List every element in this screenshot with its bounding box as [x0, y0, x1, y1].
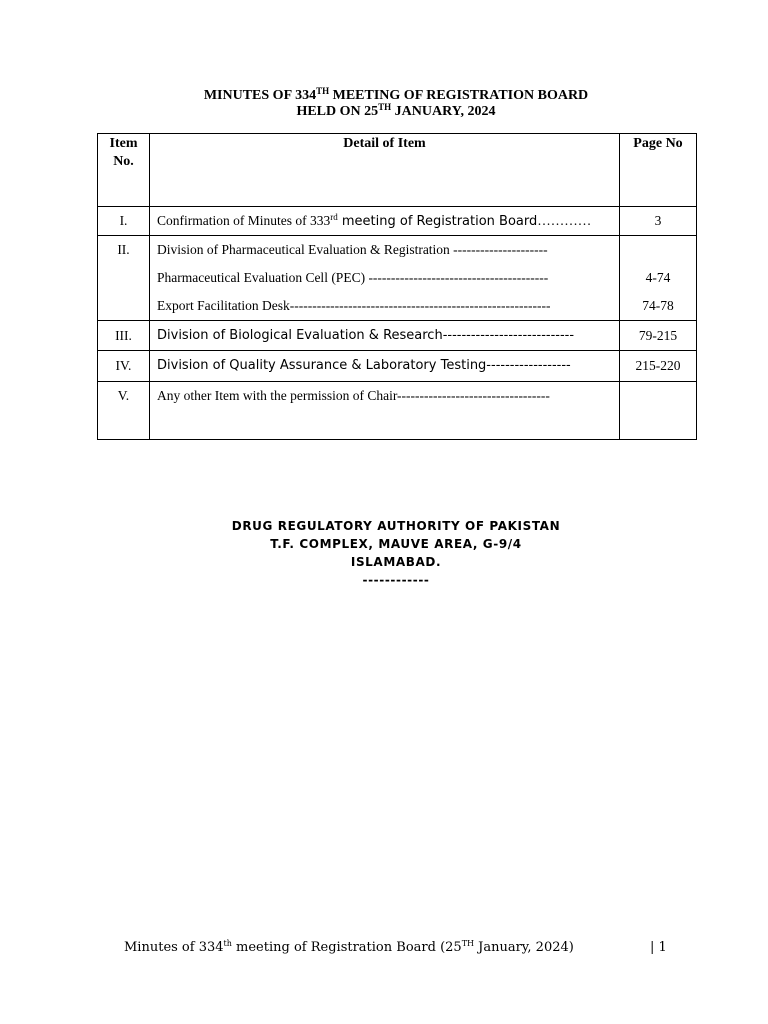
item-page: 215-220 [635, 358, 681, 373]
item-page [620, 382, 696, 410]
item-sub-detail: Pharmaceutical Evaluation Cell (PEC) ---------------------------------------- [157, 270, 549, 285]
item-page: 79-215 [638, 328, 678, 343]
item-detail: Division of Quality Assurance & Laboratory Testing------------------ [157, 358, 571, 373]
table-row [98, 351, 697, 382]
authority-name: DRUG REGULATORY AUTHORITY OF PAKISTAN [231, 519, 561, 533]
title-line-2: HELD ON 25TH JANUARY, 2024 [296, 102, 496, 119]
item-page: 74-78 [642, 298, 674, 313]
authority-complex: T.F. COMPLEX, MAUVE AREA, G-9/4 [270, 537, 522, 551]
item-number: III. [115, 328, 132, 343]
item-sub-detail: Export Facilitation Desk---------------------------------------------------------- [157, 298, 551, 313]
item-number: I. [119, 213, 128, 228]
table-row [98, 207, 697, 236]
item-page: 3 [654, 213, 662, 228]
item-page [620, 236, 696, 264]
authority-city: ISLAMABAD. [350, 555, 442, 569]
item-detail: Division of Biological Evaluation & Research---------------------------- [157, 328, 575, 343]
document-title [0, 88, 768, 120]
header-page-no: Page No [620, 134, 697, 207]
table-header-row [98, 134, 697, 207]
authority-address [0, 517, 768, 589]
authority-rule: ------------ [362, 573, 430, 587]
item-detail: Division of Pharmaceutical Evaluation & Registration --------------------- [157, 242, 548, 257]
item-number: V. [117, 388, 130, 403]
item-page: 4-74 [645, 270, 671, 285]
header-detail: Detail of Item [150, 134, 620, 207]
table-row [98, 236, 697, 321]
item-detail: Confirmation of Minutes of 333rd meeting of Registration Board………… [157, 212, 592, 229]
page-number: | 1 [650, 940, 667, 955]
title-line-1: MINUTES OF 334TH MEETING OF REGISTRATION BOARD [203, 86, 589, 103]
contents-table [97, 133, 697, 440]
table-row [98, 382, 697, 440]
item-number: IV. [115, 358, 132, 373]
item-detail: Any other Item with the permission of Chair---------------------------------- [157, 388, 550, 403]
item-number: II. [117, 242, 130, 257]
header-item-no: Item No. [98, 134, 150, 207]
page-footer: Minutes of 334th meeting of Registration Board (25TH January, 2024) [124, 939, 574, 955]
table-row [98, 321, 697, 351]
